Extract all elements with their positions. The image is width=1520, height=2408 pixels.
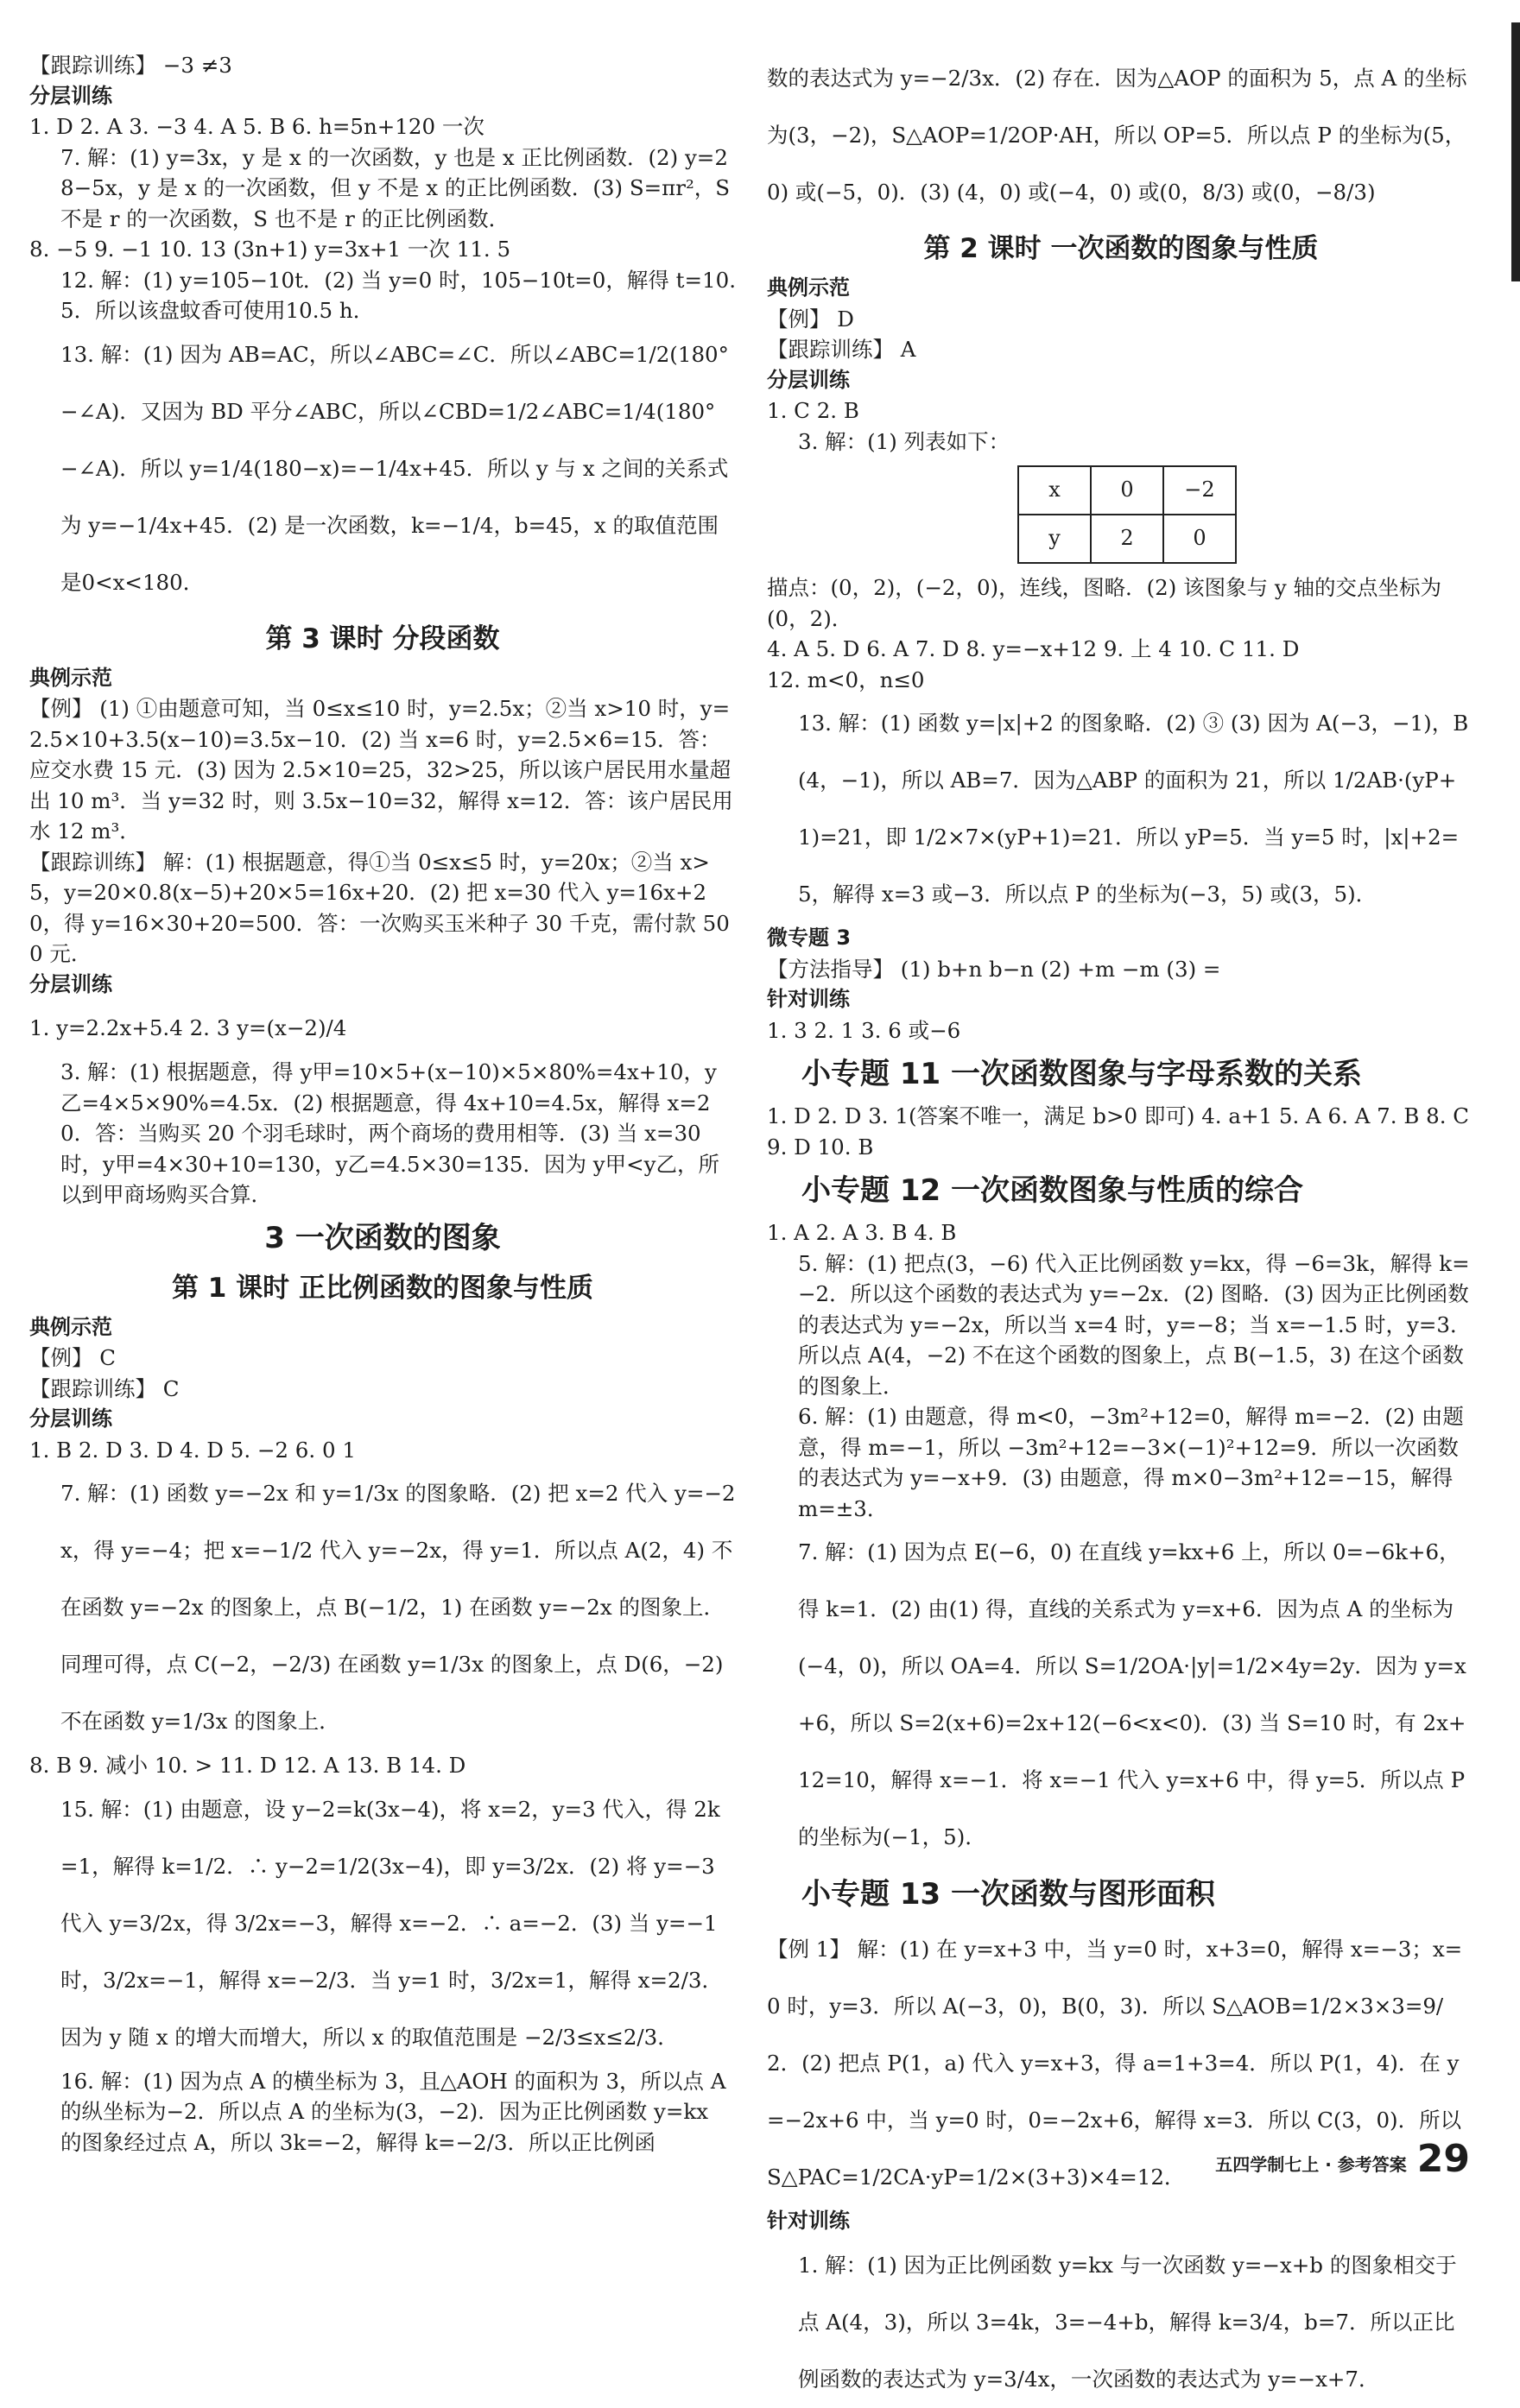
answer-paragraph: 7. 解：(1) y=3x，y 是 x 的一次函数，y 也是 x 正比例函数．(2) y=28−5x，y 是 x 的一次函数，但 y 不是 x 的正比例函数．(3) S=πr²，S 不是 r 的一次函数，S 也不是 r 的正比例函数． [60,144,731,231]
right-column [767,50,1475,2408]
answer-paragraph: 1. A 2. A 3. B 4. B [767,1220,957,1245]
left-column [29,50,736,2158]
table-cell: 0 [1091,466,1163,515]
answer-paragraph: 【跟踪训练】 −3 ≠3 [29,53,232,78]
section-heading: 小专题 11 一次函数图象与字母系数的关系 [801,1057,1362,1091]
section-label: 典例示范 [29,1314,112,1339]
answer-paragraph: 【跟踪训练】 A [767,337,916,362]
answer-paragraph: 【例】 C [29,1345,117,1370]
section-heading: 3 一次函数的图象 [264,1220,501,1255]
answer-paragraph: 4. A 5. D 6. A 7. D 8. y=−x+12 9. 上 4 10. C 11. D [767,636,1300,661]
section-heading: 小专题 12 一次函数图象与性质的综合 [801,1173,1303,1208]
answer-paragraph: 1. 3 2. 1 3. 6 或−6 [767,1017,961,1043]
answer-paragraph: 1. D 2. A 3. −3 4. A 5. B 6. h=5n+120 一次 [29,114,484,139]
answer-paragraph: 【跟踪训练】 解：(1) 根据题意，得①当 0≤x≤5 时，y=20x；②当 x>5，y=20×0.8(x−5)+20×5=16x+20．(2) 把 x=30 代入 y=16x+20，得 y=16×30+20=500．答：一次购买玉米种子 30 千克，需付款 500 元． [29,849,730,966]
answer-paragraph: 3. 解：(1) 根据题意，得 y甲=10×5+(x−10)×5×80%=4x+10，y乙=4×5×90%=4.5x．(2) 根据题意，得 4x+10=4.5x，解得 x=20．答：当购买 20 个羽毛球时，两个商场的费用相等．(3) 当 x=30 时，y甲=4×30+10=130，y乙=4.5×30=135．因为 y甲<y乙，所以到甲商场购买合算． [60,1059,719,1207]
answer-paragraph: 数的表达式为 y=−2/3x．(2) 存在．因为△AOP 的面积为 5，点 A 的坐标为(3，−2)，S△AOP=1/2OP·AH，所以 OP=5．所以点 P 的坐标为(5，0) 或(−5，0)．(3) (4，0) 或(−4，0) 或(0，8/3) 或(0，−8/3) [767,66,1467,205]
section-heading: 第 2 课时 一次函数的图象与性质 [923,233,1319,264]
section-heading: 小专题 13 一次函数与图形面积 [801,1877,1215,1912]
section-heading: 第 3 课时 分段函数 [265,623,500,654]
answer-paragraph: 5. 解：(1) 把点(3，−6) 代入正比例函数 y=kx，得 −6=3k，解得 k=−2．所以这个函数的表达式为 y=−2x．(2) 图略．(3) 因为正比例函数的表达式为 y=−2x，所以当 x=4 时，y=−8；当 x=−1.5 时，y=3．所以点 A(4，−2) 不在这个函数的图象上，点 B(−1.5，3) 在这个函数的图象上． [798,1250,1472,1399]
answer-paragraph: 7. 解：(1) 因为点 E(−6，0) 在直线 y=kx+6 上，所以 0=−6k+6，得 k=1．(2) 由(1) 得，直线的关系式为 y=x+6．因为点 A 的坐标为(−4，0)，所以 OA=4．所以 S=1/2OA·|y|=1/2×4y=2y．因为 y=x+6，所以 S=2(x+6)=2x+12(−6<x<0)．(3) 当 S=10 时，有 2x+12=10，解得 x=−1．将 x=−1 代入 y=x+6 中，得 y=5．所以点 P 的坐标为(−1，5)． [798,1539,1466,1849]
section-label: 微专题 3 [767,926,852,950]
table-cell: y [1018,515,1091,563]
section-heading: 第 1 课时 正比例函数的图象与性质 [172,1272,593,1304]
page-edge-bar [1511,22,1520,281]
table-cell: 2 [1091,515,1163,563]
answer-paragraph: 1. 解：(1) 因为正比例函数 y=kx 与一次函数 y=−x+b 的图象相交于点 A(4，3)，所以 3=4k，3=−4+b，解得 k=3/4，b=7．所以正比例函数的表达式为 y=3/4x，一次函数的表达式为 y=−x+7． [798,2252,1457,2392]
table-cell: −2 [1163,466,1236,515]
page-footer [1215,2137,1470,2181]
section-label: 分层训练 [29,83,112,108]
table-cell: x [1018,466,1091,515]
section-label: 典例示范 [767,275,850,300]
answer-paragraph: 15. 解：(1) 由题意，设 y−2=k(3x−4)，将 x=2，y=3 代入，得 2k=1，解得 k=1/2．∴ y−2=1/2(3x−4)，即 y=3/2x．(2) 将 y=−3 代入 y=3/2x，得 3/2x=−3，解得 x=−2．∴ a=−2．(3) 当 y=−1 时，3/2x=−1，解得 x=−2/3．当 y=1 时，3/2x=1，解得 x=2/3．因为 y 随 x 的增大而增大，所以 x 的取值范围是 −2/3≤x≤2/3． [60,1796,723,2050]
answer-paragraph: 描点：(0，2)，(−2，0)，连线，图略．(2) 该图象与 y 轴的交点坐标为(0，2)． [767,575,1442,631]
answer-paragraph: 1. D 2. D 3. 1(答案不唯一，满足 b>0 即可) 4. a+1 5. A 6. A 7. B 8. C 9. D 10. B [767,1103,1470,1160]
answer-paragraph: 8. B 9. 减小 10. > 11. D 12. A 13. B 14. D [29,1753,466,1778]
section-label: 针对训练 [767,2209,850,2233]
answer-paragraph: 12. m<0，n≤0 [767,667,925,692]
section-label: 典例示范 [29,665,112,690]
footer-label: 五四学制七上 · 参考答案 [1215,2154,1407,2175]
section-label: 分层训练 [29,1406,112,1431]
table-cell: 0 [1163,515,1236,563]
answer-paragraph: 3. 解：(1) 列表如下： [798,428,1010,454]
answer-paragraph: 【跟踪训练】 C [29,1375,180,1401]
answer-paragraph: 【例】 D [767,306,854,332]
answer-paragraph: 13. 解：(1) 因为 AB=AC，所以∠ABC=∠C．所以∠ABC=1/2(180°−∠A)．又因为 BD 平分∠ABC，所以∠CBD=1/2∠ABC=1/4(180°−∠A)．所以 y=1/4(180−x)=−1/4x+45．所以 y 与 x 之间的关系式为 y=−1/4x+45．(2) 是一次函数，k=−1/4，b=45，x 的取值范围是0<x<180． [60,341,729,595]
answer-paragraph: 16. 解：(1) 因为点 A 的横坐标为 3，且△AOH 的面积为 3，所以点 A 的纵坐标为−2．所以点 A 的坐标为(3，−2)．因为正比例函数 y=kx 的图象经过点 A，所以 3k=−2，解得 k=−2/3．所以正比例函 [60,2068,726,2155]
answer-paragraph: 1. B 2. D 3. D 4. D 5. −2 6. 0 1 [29,1437,356,1463]
answer-paragraph: 8. −5 9. −1 10. 13 (3n+1) y=3x+1 一次 11. 5 [29,237,511,262]
answer-paragraph: 1. y=2.2x+5.4 2. 3 y=(x−2)/4 [29,1015,347,1040]
answer-paragraph: 【例 1】 解：(1) 在 y=x+3 中，当 y=0 时，x+3=0，解得 x=−3；x=0 时，y=3．所以 A(−3，0)，B(0，3)．所以 S△AOB=1/2×3×3=9/2．(2) 把点 P(1，a) 代入 y=x+3，得 a=1+3=4．所以 P(1，4)．在 y=−2x+6 中，当 y=0 时，0=−2x+6，解得 x=3．所以 C(3，0)．所以 S△PAC=1/2CA·yP=1/2×(3+3)×4=12． [767,1937,1463,2190]
answer-paragraph: 【方法指导】 (1) b+n b−n (2) +m −m (3) = [767,956,1221,982]
section-label: 分层训练 [767,367,850,392]
page-number: 29 [1416,2137,1470,2181]
answer-paragraph: 13. 解：(1) 函数 y=|x|+2 的图象略．(2) ③ (3) 因为 A(−3，−1)，B(4，−1)，所以 AB=7．因为△ABP 的面积为 21，所以 1/2AB·(yP+1)=21，即 1/2×7×(yP+1)=21．所以 yP=5．当 y=5 时，|x|+2=5，解得 x=3 或−3．所以点 P 的坐标为(−3，5) 或(3，5)． [798,711,1469,907]
value-table [1017,465,1237,564]
section-label: 分层训练 [29,971,112,996]
section-label: 针对训练 [767,987,850,1011]
answer-paragraph: 7. 解：(1) 函数 y=−2x 和 y=1/3x 的图象略．(2) 把 x=2 代入 y=−2x，得 y=−4；把 x=−1/2 代入 y=−2x，得 y=1．所以点 A(2，4) 不在函数 y=−2x 的图象上，点 B(−1/2，1) 在函数 y=−2x 的图象上．同理可得，点 C(−2，−2/3) 在函数 y=1/3x 的图象上，点 D(6，−2) 不在函数 y=1/3x 的图象上． [60,1481,736,1734]
answer-paragraph: 【例】 (1) ①由题意可知，当 0≤x≤10 时，y=2.5x；②当 x>10 时，y=2.5×10+3.5(x−10)=3.5x−10．(2) 当 x=6 时，y=2.5×6=15．答：应交水费 15 元．(3) 因为 2.5×10=25，32>25，所以该户居民用水量超出 10 m³．当 y=32 时，则 3.5x−10=32，解得 x=12．答：该户居民用水 12 m³． [29,696,733,844]
answer-paragraph: 12. 解：(1) y=105−10t．(2) 当 y=0 时，105−10t=0，解得 t=10.5．所以该盘蚊香可使用10.5 h． [60,267,737,323]
answer-paragraph: 1. C 2. B [767,398,859,423]
answer-paragraph: 6. 解：(1) 由题意，得 m<0，−3m²+12=0，解得 m=−2．(2) 由题意，得 m=−1，所以 −3m²+12=−3×(−1)²+12=9．所以一次函数的表达式为 y=−x+9．(3) 由题意，得 m×0−3m²+12=−15，解得 m=±3． [798,1404,1464,1521]
